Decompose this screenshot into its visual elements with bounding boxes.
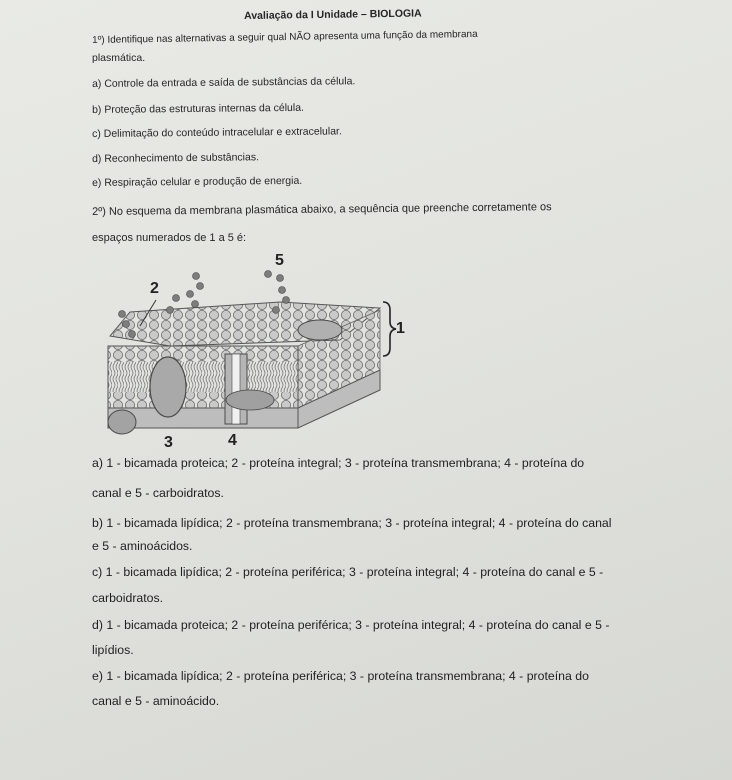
question-2-option-d: d) 1 - bicamada proteica; 2 - proteína periférica; 3 - proteína integral; 4 - proteína do canal e 5 - xyxy=(92,618,610,632)
peripheral-protein-lower xyxy=(108,410,136,434)
label-1-brace xyxy=(383,302,396,356)
embedded-protein-lower xyxy=(226,390,274,410)
question-1-stem: 1º) Identifique nas alternativas a seguir qual NÃO apresenta uma função da membrana xyxy=(92,28,478,46)
question-2-option-e-cont: canal e 5 - aminoácido. xyxy=(92,694,220,708)
diagram-label-1: 1 xyxy=(396,320,405,337)
question-2-option-b-cont: e 5 - aminoácidos. xyxy=(92,539,193,553)
question-1-option-e: e) Respiração celular e produção de energia. xyxy=(92,174,303,189)
question-1-stem-cont: plasmática. xyxy=(92,52,146,64)
surface-protein xyxy=(298,320,342,340)
question-1-option-b: b) Proteção das estruturas internas da célula. xyxy=(92,101,304,116)
diagram-label-2: 2 xyxy=(150,280,159,297)
page-title: Avaliação da I Unidade – BIOLOGIA xyxy=(244,7,422,22)
integral-protein xyxy=(150,357,186,417)
question-2-option-d-cont: lipídios. xyxy=(92,643,134,657)
diagram-label-5: 5 xyxy=(275,252,284,269)
question-2-option-c-cont: carboidratos. xyxy=(92,591,164,605)
question-2-option-a: a) 1 - bicamada proteica; 2 - proteína integral; 3 - proteína transmembrana; 4 - proteína do xyxy=(92,456,585,470)
question-2-option-a-cont: canal e 5 - carboidratos. xyxy=(92,486,224,500)
diagram-label-4: 4 xyxy=(228,432,237,449)
channel-pore xyxy=(232,354,240,424)
question-2-option-b: b) 1 - bicamada lipídica; 2 - proteína transmembrana; 3 - proteína integral; 4 - proteína do canal xyxy=(92,516,612,530)
outer-head-row xyxy=(108,346,298,362)
lipid-tails xyxy=(108,362,298,392)
membrane-diagram xyxy=(100,250,400,445)
diagram-label-3: 3 xyxy=(164,434,173,451)
question-2-option-c: c) 1 - bicamada lipídica; 2 - proteína periférica; 3 - proteína integral; 4 - proteína do canal e 5 - xyxy=(92,565,604,579)
question-2-stem-cont: espaços numerados de 1 a 5 é: xyxy=(92,232,247,244)
question-2-option-e: e) 1 - bicamada lipídica; 2 - proteína periférica; 3 - proteína transmembrana; 4 - proteína do xyxy=(92,669,589,683)
question-1-option-d: d) Reconhecimento de substâncias. xyxy=(92,151,260,165)
question-2-stem: 2º) No esquema da membrana plasmática abaixo, a sequência que preenche corretamente os xyxy=(92,201,552,218)
question-1-option-a: a) Controle da entrada e saída de substâncias da célula. xyxy=(92,75,356,90)
question-1-option-c: c) Delimitação do conteúdo intracelular e extracelular. xyxy=(92,125,342,140)
